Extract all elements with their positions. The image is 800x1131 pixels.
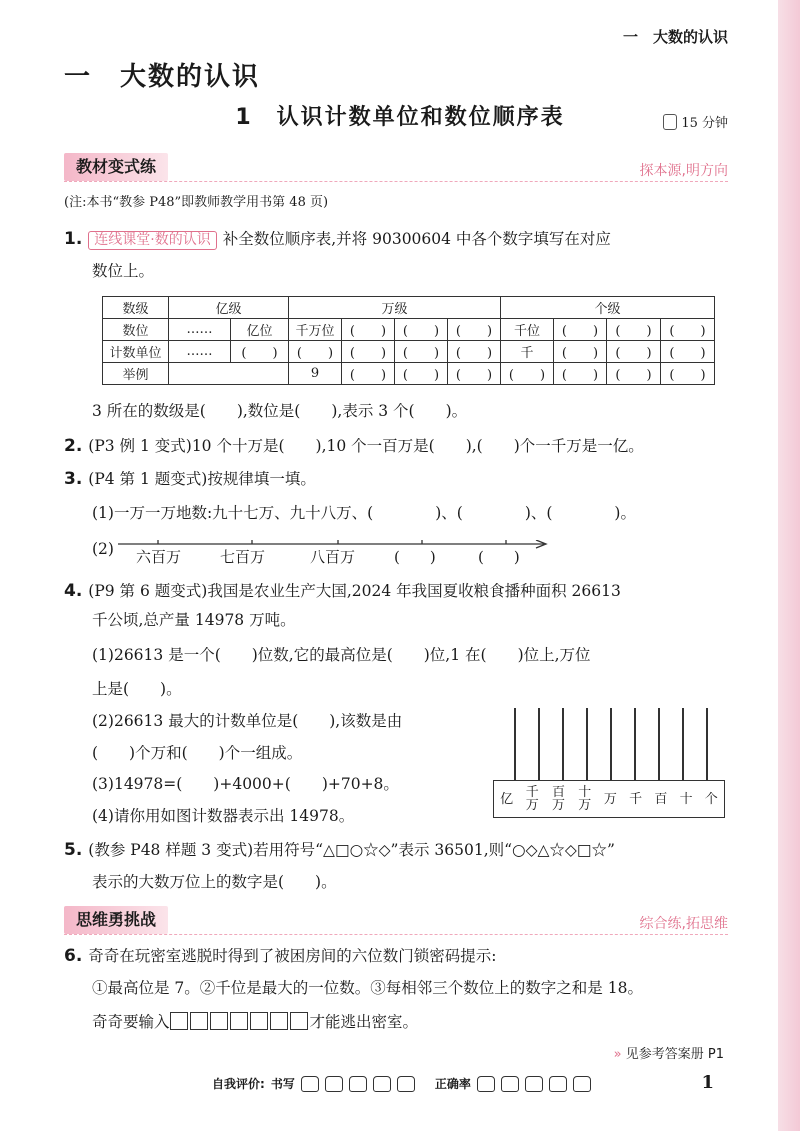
question-4-sub4: (4)请你用如图计数器表示出 14978。 xyxy=(92,807,355,825)
question-4-sub2b: ( )个万和( )个一组成。 xyxy=(92,744,303,762)
question-6 xyxy=(64,946,497,966)
blank-cell: ( ) xyxy=(554,363,607,385)
abacus-rod xyxy=(706,708,708,780)
section-slogan-challenge: 综合练,拓思维 xyxy=(639,916,728,932)
lesson-link-badge: 连线课堂·数的认识 xyxy=(88,231,216,250)
thumb-icon[interactable] xyxy=(573,1076,591,1092)
answer-box xyxy=(250,1012,268,1030)
thumb-icon[interactable] xyxy=(325,1076,343,1092)
question-number: 1. xyxy=(64,229,83,249)
blank-cell: ( ) xyxy=(661,363,715,385)
question-number: 3. xyxy=(64,469,83,489)
question-number: 2. xyxy=(64,436,83,456)
question-number: 5. xyxy=(64,840,83,860)
abacus-label: 亿 xyxy=(500,791,514,807)
note: (注:本书“教参 P48”即教师教学用书第 48 页) xyxy=(64,195,329,210)
blank-cell: ( ) xyxy=(554,319,607,341)
question-text: 补全数位顺序表,并将 90300604 中各个数字填写在对应 xyxy=(222,230,611,248)
clock-icon xyxy=(663,114,677,130)
row-label: 举例 xyxy=(103,363,169,385)
accuracy-label: 正确率 xyxy=(434,1077,471,1091)
abacus-label: 万 xyxy=(603,791,617,807)
counting-frame xyxy=(493,708,725,818)
blank-cell: ( ) xyxy=(661,319,715,341)
question-2 xyxy=(64,436,644,456)
blank-cell: ( ) xyxy=(289,341,342,363)
abacus-label: 千 xyxy=(629,791,643,807)
blank-cell: ( ) xyxy=(342,341,395,363)
question-3-sub1: (1)一万一万地数:九十七万、九十八万、( )、( )、( )。 xyxy=(92,504,636,522)
abacus-rod xyxy=(634,708,636,780)
answer-reference-text: 见参考答案册 P1 xyxy=(625,1047,724,1062)
question-text: 才能逃出密室。 xyxy=(309,1013,419,1031)
thumb-icon[interactable] xyxy=(501,1076,519,1092)
question-text: (教参 P48 样题 3 变式)若用符号“△□○☆◇”表示 36501,则“○◇△☆◇□☆” xyxy=(88,841,615,859)
abacus-rod xyxy=(538,708,540,780)
abacus-label: 十 xyxy=(679,791,693,807)
abacus-base xyxy=(493,780,725,818)
blank-cell: ( ) xyxy=(395,319,448,341)
question-text: (P3 例 1 变式)10 个十万是( ),10 个一百万是( ),( )个一千万是一亿。 xyxy=(88,437,644,455)
answer-reference xyxy=(614,1043,724,1062)
eval-label: 自我评价: xyxy=(212,1077,265,1091)
tick-label: 八百万 xyxy=(310,548,356,566)
level-wan: 万级 xyxy=(289,297,501,319)
question-text: 奇奇要输入 xyxy=(92,1013,170,1031)
section-tag-challenge: 思维勇挑战 xyxy=(64,906,168,934)
blank-cell: ( ) xyxy=(448,363,501,385)
abacus-label: 个 xyxy=(704,791,718,807)
section-tag-textbook: 教材变式练 xyxy=(64,153,168,181)
empty-cell xyxy=(169,363,289,385)
question-3-sub2-label: (2) xyxy=(92,540,114,558)
cell: 9 xyxy=(289,363,342,385)
question-text: (P4 第 1 题变式)按规律填一填。 xyxy=(88,470,316,488)
place-value-table xyxy=(102,296,715,385)
page-number: 1 xyxy=(701,1072,714,1093)
page-edge-decoration xyxy=(778,0,800,1131)
thumb-icon[interactable] xyxy=(525,1076,543,1092)
blank-cell: ( ) xyxy=(607,363,661,385)
row-label: 数级 xyxy=(103,297,169,319)
blank-cell: ( ) xyxy=(395,341,448,363)
tick-label: ( ) xyxy=(394,548,436,566)
blank-cell: ( ) xyxy=(661,341,715,363)
level-ge: 个级 xyxy=(501,297,715,319)
running-header: 一 大数的认识 xyxy=(622,28,728,46)
question-text: 奇奇在玩密室逃脱时得到了被困房间的六位数门锁密码提示: xyxy=(88,947,497,965)
tick-label: 六百万 xyxy=(136,548,182,566)
lesson-title: 1 认识计数单位和数位顺序表 xyxy=(235,105,565,130)
abacus-label: 百 xyxy=(654,791,668,807)
blank-cell: ( ) xyxy=(231,341,289,363)
section-slogan-textbook: 探本源,明方向 xyxy=(639,163,728,179)
abacus-label: 十万 xyxy=(578,785,592,813)
answer-box xyxy=(290,1012,308,1030)
blank-cell: ( ) xyxy=(607,319,661,341)
blank-cell: ( ) xyxy=(448,319,501,341)
level-yi: 亿级 xyxy=(169,297,289,319)
answer-box xyxy=(190,1012,208,1030)
tick-label: ( ) xyxy=(478,548,520,566)
abacus-rod xyxy=(514,708,516,780)
question-6-line2: ①最高位是 7。②千位是最大的一位数。③每相邻三个数位上的数字之和是 18。 xyxy=(92,979,643,997)
row-label: 数位 xyxy=(103,319,169,341)
blank-cell: ( ) xyxy=(607,341,661,363)
thumb-icon[interactable] xyxy=(373,1076,391,1092)
section-divider xyxy=(64,934,728,935)
answer-box xyxy=(210,1012,228,1030)
thumb-icon[interactable] xyxy=(349,1076,367,1092)
blank-cell: ( ) xyxy=(554,341,607,363)
double-chevron-icon: » xyxy=(613,1047,622,1062)
question-number: 4. xyxy=(64,581,83,601)
abacus-rod xyxy=(562,708,564,780)
question-4-sub2a: (2)26613 最大的计数单位是( ),该数是由 xyxy=(92,712,403,730)
dots: …… xyxy=(169,341,231,363)
abacus-rod xyxy=(610,708,612,780)
cell: 千位 xyxy=(501,319,554,341)
thumb-icon[interactable] xyxy=(549,1076,567,1092)
blank-cell: ( ) xyxy=(342,319,395,341)
tick-label: 七百万 xyxy=(220,548,266,566)
blank-cell: ( ) xyxy=(501,363,554,385)
blank-cell: ( ) xyxy=(448,341,501,363)
answer-box xyxy=(270,1012,288,1030)
question-1-follow: 3 所在的数级是( ),数位是( ),表示 3 个( )。 xyxy=(92,402,468,420)
section-divider xyxy=(64,181,728,182)
cell: 千 xyxy=(501,341,554,363)
blank-cell: ( ) xyxy=(342,363,395,385)
thumb-icon[interactable] xyxy=(301,1076,319,1092)
question-6-line3 xyxy=(92,1012,418,1032)
blank-cell: ( ) xyxy=(395,363,448,385)
writing-label: 书写 xyxy=(270,1077,295,1091)
question-1 xyxy=(64,229,611,250)
row-label: 计数单位 xyxy=(103,341,169,363)
self-evaluation xyxy=(212,1075,591,1092)
unit-title: 一 大数的认识 xyxy=(64,62,261,92)
answer-box xyxy=(170,1012,188,1030)
answer-box xyxy=(230,1012,248,1030)
question-5 xyxy=(64,840,615,860)
number-line xyxy=(118,540,548,570)
abacus-rod xyxy=(586,708,588,780)
thumb-icon[interactable] xyxy=(477,1076,495,1092)
abacus-rod xyxy=(682,708,684,780)
question-5-line2: 表示的大数万位上的数字是( )。 xyxy=(92,873,337,891)
abacus-rod xyxy=(658,708,660,780)
question-4-sub1a: (1)26613 是一个( )位数,它的最高位是( )位,1 在( )位上,万位 xyxy=(92,646,591,664)
cell: 亿位 xyxy=(231,319,289,341)
question-number: 6. xyxy=(64,946,83,966)
thumb-icon[interactable] xyxy=(397,1076,415,1092)
cell: 千万位 xyxy=(289,319,342,341)
time-text: 15 分钟 xyxy=(681,116,728,131)
abacus-label: 千万 xyxy=(525,785,539,813)
question-3 xyxy=(64,469,316,489)
time-estimate xyxy=(663,112,728,131)
dots: …… xyxy=(169,319,231,341)
question-4-line2: 千公顷,总产量 14978 万吨。 xyxy=(92,611,296,629)
question-text: (P9 第 6 题变式)我国是农业生产大国,2024 年我国夏收粮食播种面积 26613 xyxy=(88,582,621,600)
question-4 xyxy=(64,581,621,601)
question-4-sub3: (3)14978=( )+4000+( )+70+8。 xyxy=(92,775,399,793)
question-4-sub1b: 上是( )。 xyxy=(92,680,182,698)
question-1-line2: 数位上。 xyxy=(92,262,155,280)
abacus-label: 百万 xyxy=(552,785,566,813)
